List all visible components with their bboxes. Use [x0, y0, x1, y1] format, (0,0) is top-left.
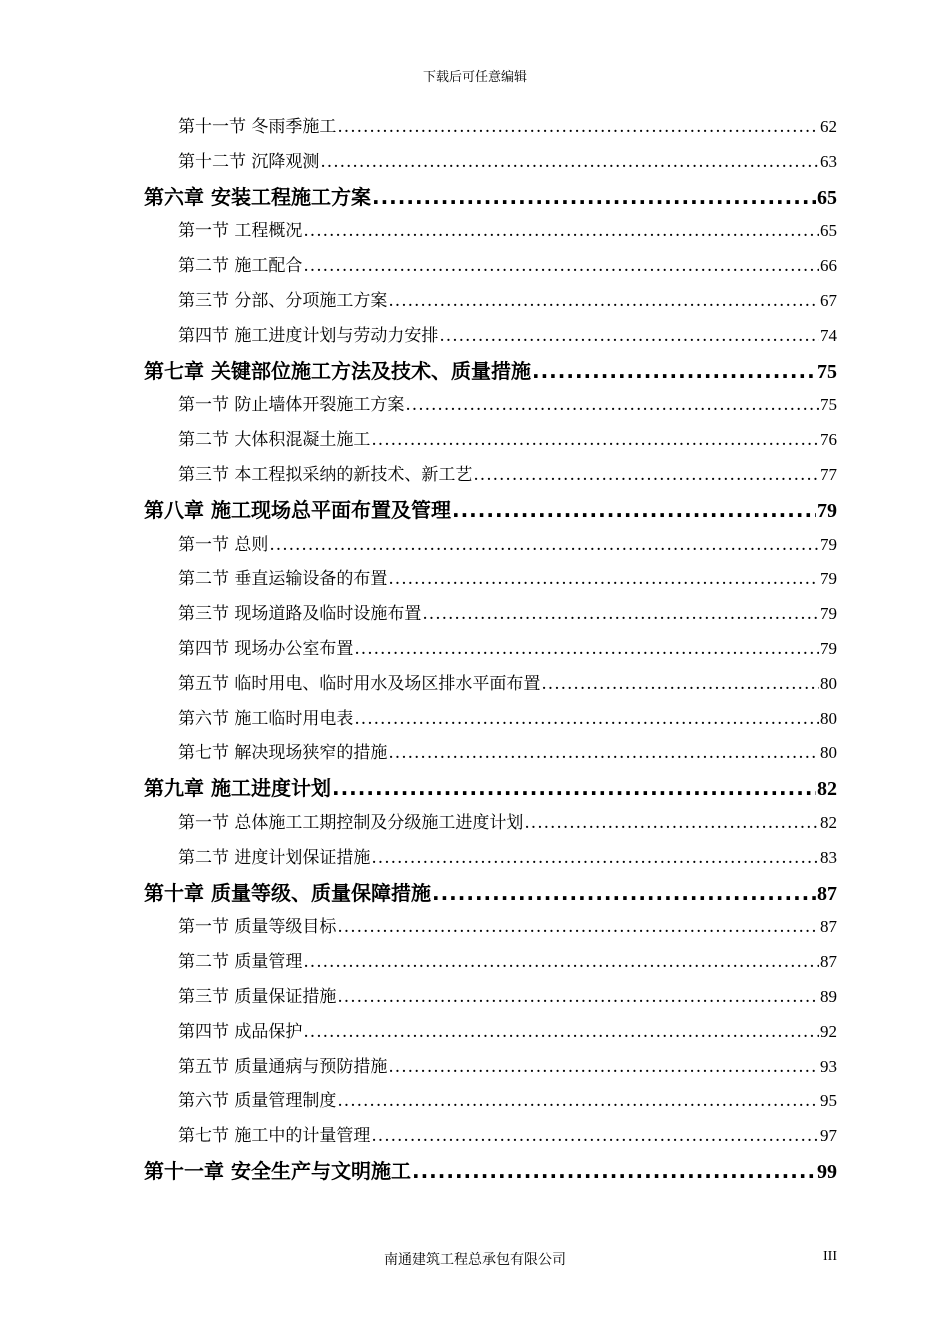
toc-dot-leader: [332, 773, 816, 803]
toc-entry-page-number: 89: [820, 987, 837, 1006]
toc-section-entry[interactable]: [178, 914, 837, 940]
toc-chapter-entry[interactable]: [144, 773, 837, 803]
page-header: 下载后可任意编辑: [422, 70, 527, 85]
toc-entry-page-number: 92: [820, 1021, 837, 1041]
toc-entry-page-number: 63: [820, 151, 837, 171]
toc-dot-leader: [303, 949, 819, 975]
toc-section-entry[interactable]: [178, 114, 837, 140]
toc-entry-title: 第十二节 沉降观测: [178, 151, 320, 172]
toc-dot-leader: [303, 253, 819, 279]
toc-section-entry[interactable]: [178, 601, 837, 627]
toc-entry-title: 第三节 现场道路及临时设施布置: [178, 604, 422, 625]
toc-entry-page-number: 79: [820, 534, 837, 554]
toc-dot-leader: [337, 1088, 819, 1114]
toc-entry-title: 第三节 分部、分项施工方案: [178, 291, 388, 311]
toc-entry-title: 第四节 成品保护: [178, 1021, 303, 1042]
toc-chapter-entry[interactable]: [144, 182, 837, 212]
toc-dot-leader: [371, 1123, 819, 1149]
toc-entry-title: 第十一节 冬雨季施工: [178, 117, 337, 137]
toc-dot-leader: [371, 845, 819, 871]
toc-dot-leader: [388, 566, 819, 592]
toc-dot-leader: [422, 601, 819, 627]
toc-entry-title: 第六节 施工临时用电表: [178, 708, 354, 729]
toc-entry-page-number: 65: [817, 186, 837, 209]
toc-section-entry[interactable]: [178, 566, 837, 592]
toc-entry-page-number: 62: [820, 117, 837, 136]
toc-entry-title: 第一节 总则: [178, 534, 269, 555]
toc-dot-leader: [371, 427, 819, 453]
toc-entry-page-number: 87: [820, 917, 837, 937]
toc-entry-title: 第二节 大体积混凝土施工: [178, 430, 371, 451]
toc-section-entry[interactable]: [178, 392, 837, 418]
toc-entry-title: 第十一章 安全生产与文明施工: [144, 1159, 411, 1183]
toc-section-entry[interactable]: [178, 427, 837, 453]
toc-entry-title: 第二节 施工配合: [178, 256, 303, 277]
toc-entry-page-number: 82: [820, 813, 837, 832]
toc-entry-title: 第一节 总体施工工期控制及分级施工进度计划: [178, 813, 524, 833]
toc-entry-page-number: 79: [820, 569, 837, 589]
toc-section-entry[interactable]: [178, 949, 837, 975]
toc-entry-title: 第五节 质量通病与预防措施: [178, 1056, 388, 1077]
toc-dot-leader: [388, 740, 819, 766]
toc-entry-page-number: 93: [820, 1056, 837, 1076]
toc-section-entry[interactable]: [178, 671, 837, 697]
toc-dot-leader: [432, 878, 816, 908]
toc-chapter-entry[interactable]: [144, 495, 837, 525]
toc-dot-leader: [337, 914, 819, 940]
toc-dot-leader: [388, 288, 819, 314]
toc-section-entry[interactable]: [178, 1088, 837, 1114]
toc-dot-leader: [452, 495, 816, 525]
toc-entry-title: 第六节 质量管理制度: [178, 1091, 337, 1112]
toc-entry-title: 第四节 施工进度计划与劳动力安排: [178, 325, 439, 346]
toc-entry-page-number: 83: [820, 847, 837, 867]
toc-entry-page-number: 80: [820, 743, 837, 763]
toc-entry-page-number: 65: [820, 221, 837, 241]
toc-dot-leader: [473, 462, 819, 488]
toc-entry-page-number: 87: [817, 882, 837, 905]
toc-dot-leader: [388, 1054, 819, 1080]
toc-entry-title: 第六章 安装工程施工方案: [144, 184, 371, 209]
toc-section-entry[interactable]: [178, 218, 837, 244]
toc-entry-page-number: 75: [817, 360, 837, 383]
toc-dot-leader: [439, 323, 819, 349]
toc-dot-leader: [354, 636, 819, 662]
toc-section-entry[interactable]: [178, 462, 837, 488]
toc-dot-leader: [337, 114, 819, 140]
page-footer: [0, 1249, 950, 1269]
toc-entry-title: 第二节 质量管理: [178, 952, 303, 973]
toc-dot-leader: [303, 218, 819, 244]
toc-entry-title: 第七节 施工中的计量管理: [178, 1126, 371, 1147]
toc-section-entry[interactable]: [178, 636, 837, 662]
toc-entry-page-number: 77: [820, 465, 837, 484]
toc-entry-title: 第二节 垂直运输设备的布置: [178, 569, 388, 590]
toc-entry-title: 第七节 解决现场狭窄的措施: [178, 743, 388, 764]
toc-entry-title: 第七章 关键部位施工方法及技术、质量措施: [144, 358, 531, 383]
toc-section-entry[interactable]: [178, 845, 837, 871]
toc-section-entry[interactable]: [178, 149, 837, 175]
toc-dot-leader: [269, 532, 819, 558]
toc-entry-title: 第三节 质量保证措施: [178, 987, 337, 1007]
toc-entry-page-number: 97: [820, 1126, 837, 1146]
toc-entry-page-number: 75: [820, 395, 837, 415]
toc-dot-leader: [372, 182, 816, 212]
toc-dot-leader: [354, 706, 819, 732]
toc-entry-title: 第四节 现场办公室布置: [178, 639, 354, 659]
toc-entry-title: 第三节 本工程拟采纳的新技术、新工艺: [178, 465, 473, 485]
toc-chapter-entry[interactable]: [144, 1156, 837, 1186]
toc-entry-page-number: 67: [820, 291, 837, 310]
toc-dot-leader: [405, 392, 819, 418]
toc-section-entry[interactable]: [178, 1054, 837, 1080]
toc-section-entry[interactable]: [178, 740, 837, 766]
toc-entry-page-number: 79: [820, 639, 837, 658]
toc-entry-page-number: 82: [817, 778, 837, 801]
toc-section-entry[interactable]: [178, 810, 837, 836]
toc-section-entry[interactable]: [178, 706, 837, 732]
toc-section-entry[interactable]: [178, 532, 837, 558]
toc-entry-title: 第一节 防止墙体开裂施工方案: [178, 395, 405, 416]
toc-entry-page-number: 79: [820, 604, 837, 624]
toc-section-entry[interactable]: [178, 1019, 837, 1045]
toc-entry-title: 第八章 施工现场总平面布置及管理: [144, 497, 451, 522]
toc-entry-page-number: 80: [820, 708, 837, 728]
toc-entry-page-number: 66: [820, 256, 837, 276]
toc-section-entry[interactable]: [178, 1123, 837, 1149]
toc-chapter-entry[interactable]: [144, 878, 837, 908]
toc-entry-page-number: 76: [820, 430, 837, 450]
toc-dot-leader: [524, 810, 819, 836]
toc-entry-title: 第九章 施工进度计划: [144, 776, 331, 801]
toc-section-entry[interactable]: [178, 984, 837, 1010]
toc-section-entry[interactable]: [178, 323, 837, 349]
toc-entry-page-number: 99: [817, 1161, 837, 1183]
footer-company-name: 南通建筑工程总承包有限公司: [384, 1252, 566, 1268]
toc-entry-page-number: 79: [817, 499, 837, 522]
toc-entry-page-number: 74: [820, 325, 837, 345]
toc-entry-title: 第一节 质量等级目标: [178, 917, 337, 938]
toc-section-entry[interactable]: [178, 253, 837, 279]
footer-page-number: III: [823, 1249, 837, 1264]
toc-chapter-entry[interactable]: [144, 356, 837, 386]
toc-entry-title: 第十章 质量等级、质量保障措施: [144, 880, 431, 905]
toc-entry-page-number: 80: [820, 673, 837, 693]
toc-entry-title: 第二节 进度计划保证措施: [178, 847, 371, 868]
toc-dot-leader: [337, 984, 819, 1010]
toc-entry-page-number: 95: [820, 1091, 837, 1111]
toc-dot-leader: [320, 149, 819, 175]
toc-dot-leader: [541, 671, 819, 697]
toc-dot-leader: [412, 1156, 816, 1186]
toc-entry-page-number: 87: [820, 952, 837, 972]
toc-entry-title: 第五节 临时用电、临时用水及场区排水平面布置: [178, 673, 541, 694]
toc-section-entry[interactable]: [178, 288, 837, 314]
toc-entry-title: 第一节 工程概况: [178, 221, 303, 242]
toc-dot-leader: [303, 1019, 819, 1045]
toc-dot-leader: [532, 356, 816, 386]
